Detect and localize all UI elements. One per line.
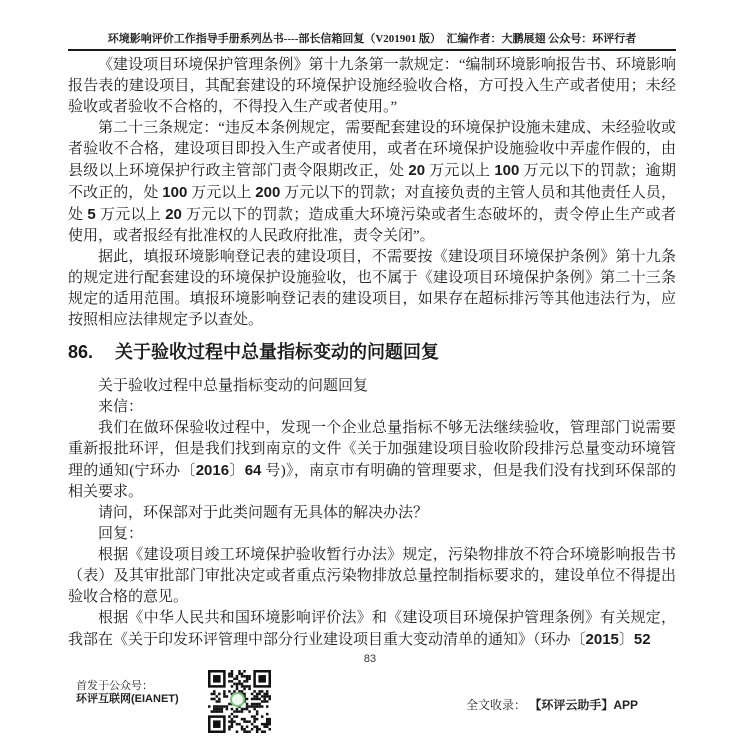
paragraph: 回复： [98, 526, 144, 542]
footer-app-name: 【环评云助手】APP [529, 698, 639, 712]
paragraph: 来信： [98, 399, 144, 415]
footer-publisher [76, 680, 179, 706]
paragraph: 请问，环保部对于此类问题有无具体的解决办法？ [98, 505, 429, 521]
paragraph: 根据《建设项目竣工环境保护验收暂行办法》规定，污染物排放不符合环境影响报告书（表）及其审批部门审批决定或者重点污染物排放总量控制指标要求的，建设单位不得提出验收合格的意见。 [68, 547, 676, 605]
paragraph: 根据《中华人民共和国环境影响评价法》和《建设项目环境保护管理条例》有关规定，我部在《关于印发环评管理中部分行业建设项目重大变动清单的通知》（环办〔2015〕52 [68, 610, 676, 648]
paragraph: 我们在做环保验收过程中，发现一个企业总量指标不够无法继续验收，管理部门说需要重新报批环评，但是我们找到南京的文件《关于加强建设项目验收阶段排污总量变动环境管理的通知(宁环办〔2016〕64 号)》，南京市有明确的管理要求，但是我们没有找到环保部的相关要求。 [68, 420, 677, 500]
paragraph: 《建设项目环境保护管理条例》第十九条第一款规定：“编制环境影响报告书、环境影响报告表的建设项目，其配套建设的环境保护设施经验收合格，方可投入生产或者使用；未经验收或者验收不合格的，不得投入生产或者使用。” [68, 57, 676, 115]
paragraph: 第二十三条规定：“违反本条例规定，需要配套建设的环境保护设施未建成、未经验收或者验收不合格，建设项目即投入生产或者使用，或者在环境保护设施验收中弄虚作假的，由县级以上环境保护行政主管部门责令限期改正，处 20 万元以上 100 万元以下的罚款；逾期不改正的，处 100 万元以上 200 万元以下的罚款；对直接负责的主管人员和其他责任人员，处 5 万元以上 20 万元以下的罚款；造成重大环境污染或者生态破坏的，责令停止生产或者使用，或者报经有批准权的人民政府批准，责令关闭”。 [68, 120, 676, 244]
page-number: 83 [363, 653, 377, 665]
paragraph: 据此，填报环境影响登记表的建设项目，不需要按《建设项目环境保护条例》第十九条的规定进行配套建设的环境保护设施验收，也不属于《建设项目环境保护条例》第二十三条规定的适用范围。填报环境影响登记表的建设项目，如果存在超标排污等其他违法行为，应按照相应法律规定予以查处。 [68, 249, 676, 328]
qr-code [208, 670, 271, 733]
section-title: 关于验收过程中总量指标变动的问题回复 [115, 342, 440, 362]
qr-logo-icon [230, 692, 245, 707]
document-body [68, 55, 676, 651]
footer-publisher-name: 环评互联网(EIANET) [76, 693, 179, 705]
footer-app [466, 696, 638, 713]
footer-app-label: 全文收录： [466, 698, 527, 712]
footer-publisher-label: 首发于公众号： [76, 680, 153, 692]
paragraph: 关于验收过程中总量指标变动的问题回复 [98, 378, 369, 394]
section-number: 86. [68, 342, 94, 362]
page-footer [68, 670, 680, 736]
page-header: 环境影响评价工作指导手册系列丛书----部长信箱回复（V201901 版） 汇编作者：大鹏展翅 公众号：环评行者 [68, 30, 676, 51]
section-heading [68, 340, 676, 365]
